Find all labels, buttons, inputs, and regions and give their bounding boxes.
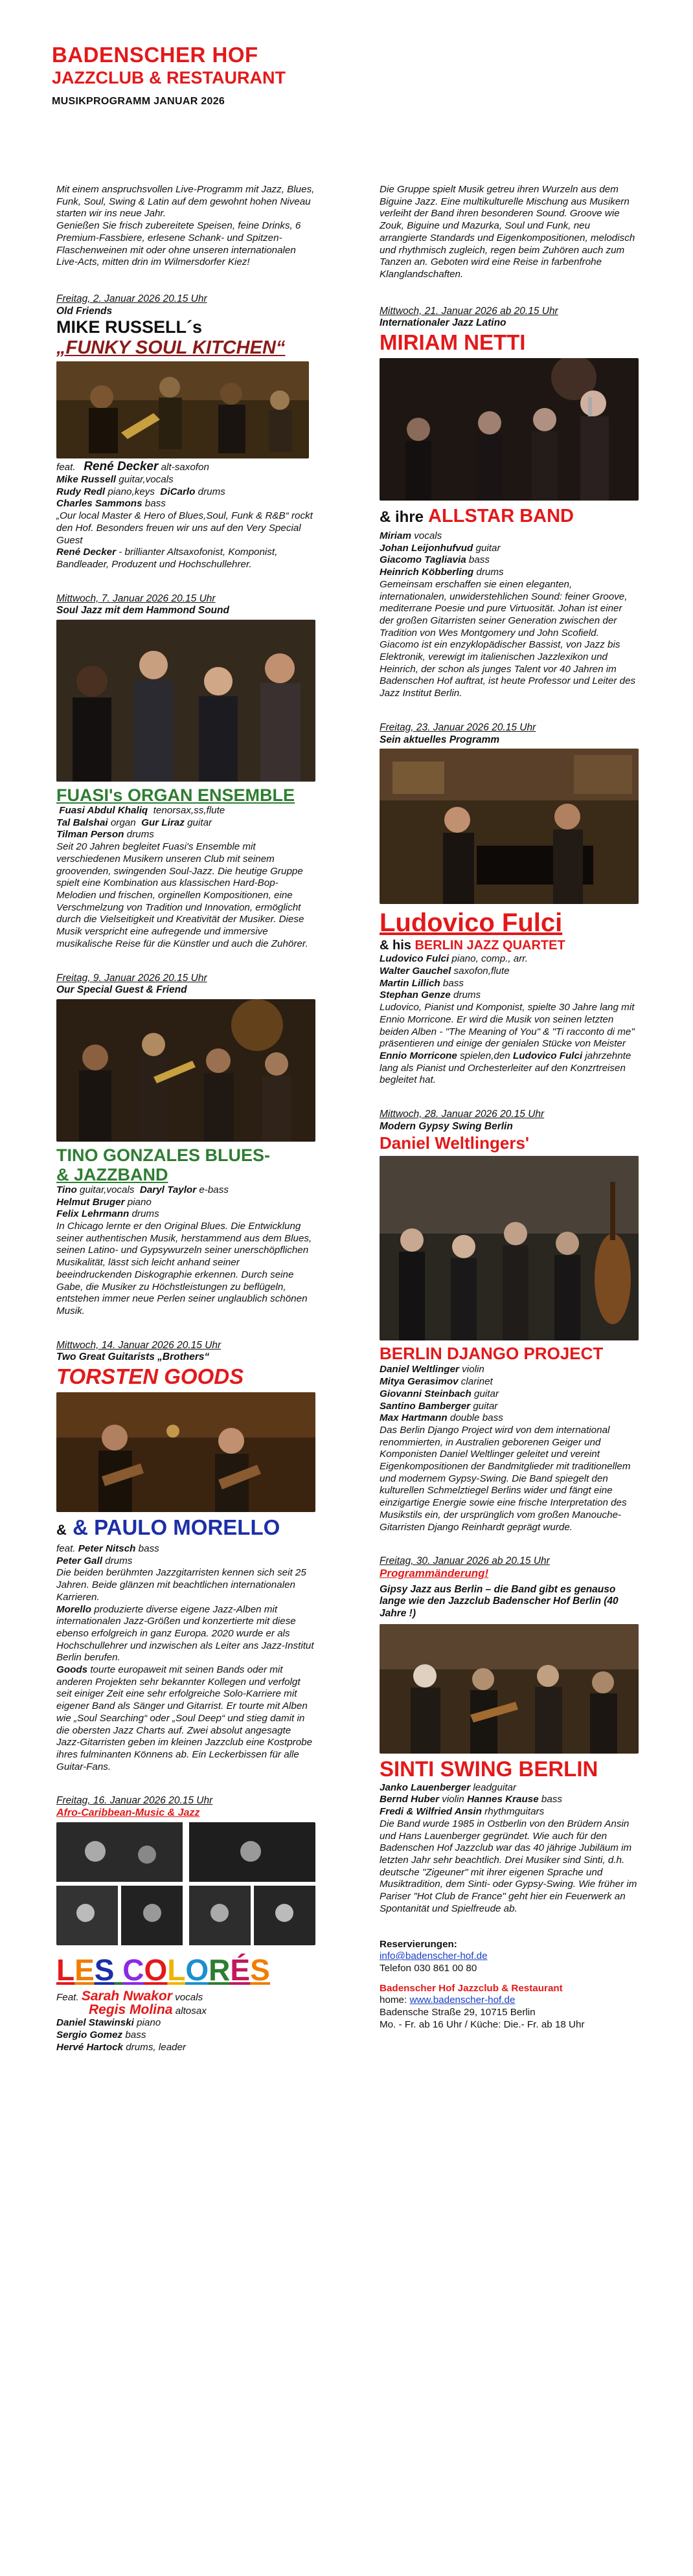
lineup: [56, 1184, 315, 1197]
email-link[interactable]: info@badenscher-hof.de: [380, 1950, 488, 1962]
address: Badensche Straße 29, 10715 Berlin: [380, 2007, 536, 2018]
musician: Morello: [56, 1603, 92, 1615]
intro-text: Mit einem anspruchsvollen Live-Programm mit Jazz, Blues, Funk, Soul, Swing & Latin auf dem gewohnt hohen Niveau starten wir ins neue Jahr.: [56, 184, 315, 220]
title-text: & PAULO MORELLO: [73, 1515, 280, 1540]
musician: Johan Leijonhufvud: [380, 542, 473, 554]
instrument: piano: [127, 1196, 152, 1208]
event-subtitle: Sein aktuelles Programm: [380, 734, 500, 745]
lineup: [56, 817, 315, 830]
event-photo: [380, 358, 639, 501]
lineup: [380, 1401, 639, 1413]
feat-label: feat.: [56, 462, 76, 473]
event-subtitle: Programmänderung!: [380, 1566, 489, 1579]
event-lead: Gipsy Jazz aus Berlin – die Band gibt es genauso lange wie den Jazzclub Badenscher Hof Berlin (40 Jahre !): [380, 1583, 619, 1620]
musician: DiCarlo: [160, 486, 196, 497]
home-label: home:: [380, 1994, 407, 2006]
instrument: tenorsax,ss,flute: [153, 805, 225, 817]
event-title: [56, 1953, 315, 1987]
musician: Janko Lauenberger: [380, 1781, 471, 1793]
instrument: piano: [137, 2017, 161, 2029]
instrument: drums: [453, 989, 481, 1001]
instrument: guitar: [474, 1388, 499, 1399]
instrument: guitar,vocals: [119, 474, 174, 486]
title-text: [56, 1953, 270, 1987]
musician: René Decker: [84, 460, 159, 474]
title-letter: E: [74, 1952, 95, 1987]
event-description: [56, 510, 315, 547]
musician: Tilman Person: [56, 829, 124, 841]
lineup: [380, 966, 639, 978]
musician: Bernd Huber: [380, 1794, 439, 1805]
title-letter: L: [167, 1952, 186, 1987]
title-letter: C: [122, 1952, 144, 1987]
lineup: [56, 1555, 315, 1568]
desc-text: tourte europaweit mit seinen Bands oder mit anderen Projekten sehr bekannter Kollegen und verfolgt seit einiger Zeit eine sehr erfolgreiche Solo-Karriere mit eigener Band als Sänger und Gitarrist. Er tourte mit Alben wie „Soul Searching“ oder „Soul Deep“ und stieg damit in die obersten Jazz Charts auf. Zwei absolut angesagte Jazz-Gitarristen geben im kleinen Jazzclub eine Kostprobe ihres fulminanten Könnens ab. Ein Leckerbissen für alle Guitar-Fans.: [56, 1664, 313, 1772]
instrument: leadguitar: [473, 1781, 517, 1793]
lineup: [380, 1806, 639, 1818]
instrument: drums: [198, 486, 225, 497]
lineup: [56, 1543, 315, 1555]
musician: Hervé Hartock: [56, 2041, 123, 2053]
musician: Felix Lehrmann: [56, 1208, 130, 1220]
instrument: piano,keys: [108, 486, 155, 497]
lineup: [56, 2017, 315, 2029]
musician: Goods: [56, 1664, 88, 1676]
event-photo-collage: [56, 1822, 315, 1945]
event-title: MIKE RUSSELL´s: [56, 317, 203, 337]
instrument: violin: [442, 1794, 464, 1805]
lineup: [380, 1412, 639, 1425]
lineup: [56, 461, 315, 474]
lineup: [380, 1782, 639, 1794]
musician: Fredi & Wilfried Ansin: [380, 1806, 482, 1818]
homepage-link[interactable]: www.badenscher-hof.de: [409, 1994, 516, 2006]
instrument: double bass: [449, 1412, 503, 1424]
instrument: guitar: [475, 542, 501, 554]
feat-label: Feat.: [56, 1991, 79, 2003]
event-description: Seit 20 Jahren begleitet Fuasi's Ensemble mit verschiedenen Musikern unseren Club mit seinem groovenden, swingenden Soul-Jazz. Die heutige Gruppe spielt eine Kombination aus klassischen Hard-Bop-Melodien und frischen, orginellen Kompositionen, eine Verschmelzung von Tradition und Innovation, ermöglicht durch die Vielseitigkeit und Kreativität der Musiker. Diese Musik verspricht eine aufregende und immersive musikalische Reise für die Künstler und auch die Zuhörer.: [56, 841, 308, 949]
musician: Santino Bamberger: [380, 1400, 471, 1412]
instrument: guitar: [187, 817, 212, 828]
contact-block: [380, 1939, 639, 2031]
event-title: Daniel Weltlingers': [380, 1133, 530, 1153]
title-prefix: & his: [380, 938, 411, 953]
event-subtitle: Internationaler Jazz Latino: [380, 317, 506, 329]
lineup: [380, 953, 639, 966]
event-title-2: [380, 938, 639, 953]
musician: Ennio Morricone: [380, 1050, 457, 1061]
event-photo: [56, 1392, 315, 1512]
musician: René Decker: [56, 547, 117, 558]
desc-text: Ludovico, Pianist und Komponist, spielte 30 Jahre lang mit Ennio Morricone. Er wird die Musik von seinen letzten beiden Alben - "The Meaning of You" & "Ti racconto di me" präsentieren und einige der genialen Stücke von Meister: [380, 1002, 635, 1050]
event-title: MIRIAM NETTI: [380, 330, 526, 355]
instrument: organ: [110, 817, 136, 828]
instrument: bass: [125, 2029, 146, 2040]
event-card: [380, 722, 639, 1087]
desc-text: - brillianter Altsaxofonist, Komponist, Bandleader, Produzent und Hochschullehrer.: [56, 547, 278, 570]
event-title: TORSTEN GOODS: [56, 1364, 244, 1389]
event-subtitle: Old Friends: [56, 305, 113, 317]
musician: Regis Molina: [89, 2002, 173, 2017]
event-card: [56, 593, 315, 951]
instrument: vocals: [414, 530, 442, 542]
musician: Mitya Gerasimov: [380, 1376, 459, 1388]
page-header: [52, 43, 389, 107]
event-photo: [56, 361, 309, 458]
title-text: ALLSTAR BAND: [428, 506, 574, 527]
club-name: Badenscher Hof Jazzclub & Restaurant: [380, 1982, 563, 1994]
musician: Ludovico Fulci: [513, 1050, 583, 1061]
lineup: [380, 554, 639, 567]
instrument: bass: [138, 1543, 159, 1555]
event-description: Die Band wurde 1985 in Ostberlin von den Brüdern Ansin und Hans Lauenberger gegründet. Wie auch für den Badenschen Hof Jazzclub war das 40 jährige Jubiläum im letzten Jahr sehr beachtlich. Drei Musiker sind Sinti, d.h. deutsche "Zigeuner" mit ihrer eigenen Sprache und Musiktradition, dem Sinti- oder Gypsy-Swing. Wie früher im Pariser "Hot Club de France" geht hier ein Feuerwerk an Spontanität und Spielfreude ab.: [380, 1818, 637, 1914]
event-date: Freitag, 9. Januar 2026 20.15 Uhr: [56, 972, 207, 984]
musician: Mike Russell: [56, 474, 117, 486]
lineup: [380, 1388, 639, 1401]
event-card: [56, 1795, 315, 2053]
title-text: BERLIN JAZZ QUARTET: [415, 938, 565, 953]
event-photo: [380, 1156, 639, 1340]
event-card: [56, 293, 315, 571]
event-title-2: & & PAULO MORELLO: [56, 1515, 280, 1540]
musician: Fuasi Abdul Khaliq: [59, 805, 148, 817]
club-title: BADENSCHER HOF: [52, 43, 258, 67]
lineup: [56, 2042, 315, 2054]
title-prefix: & ihre: [380, 508, 424, 526]
lineup: [380, 989, 639, 1002]
musician: Sarah Nwakor: [81, 1988, 172, 2004]
title-letter: O: [185, 1952, 209, 1987]
musician: Sergio Gomez: [56, 2029, 123, 2040]
instrument: piano, comp., arr.: [451, 953, 528, 965]
lineup: [56, 486, 315, 499]
title-letter: S: [94, 1952, 115, 1987]
desc-text: spielen,den: [460, 1050, 510, 1061]
instrument: alt-saxofon: [161, 462, 209, 473]
musician: Miriam: [380, 530, 411, 542]
musician: Walter Gauchel: [380, 965, 451, 977]
event-card: [56, 973, 315, 1318]
event-title: FUASI's ORGAN ENSEMBLE: [56, 785, 295, 806]
lineup: [56, 1197, 315, 1209]
event-subtitle: Modern Gypsy Swing Berlin: [380, 1120, 513, 1132]
lineup: [380, 1794, 639, 1806]
event-description-2: [56, 547, 315, 571]
event-card: [380, 1555, 639, 1915]
instrument: vocals: [175, 1991, 203, 2003]
lineup: [56, 1208, 315, 1221]
instrument: bass: [144, 498, 166, 510]
lineup: [380, 978, 639, 990]
instrument: drums: [131, 1208, 159, 1220]
lineup: [380, 530, 639, 543]
event-subtitle: Soul Jazz mit dem Hammond Sound: [56, 605, 229, 616]
lineup: [380, 1364, 639, 1376]
event-date: Mittwoch, 7. Januar 2026 20.15 Uhr: [56, 593, 216, 604]
instrument: guitar: [473, 1400, 498, 1412]
club-subtitle: JAZZCLUB & RESTAURANT: [52, 68, 286, 87]
musician: Charles Sammons: [56, 498, 142, 510]
instrument: drums, leader: [126, 2041, 187, 2053]
event-photo: [56, 620, 315, 782]
event-title-2: „FUNKY SOUL KITCHEN“: [56, 337, 286, 359]
event-date: Mittwoch, 14. Januar 2026 20.15 Uhr: [56, 1339, 222, 1351]
title-letter: [114, 1953, 122, 1987]
event-card: [56, 1340, 315, 1774]
event-date: Freitag, 16. Januar 2026 20.15 Uhr: [56, 1795, 213, 1807]
event-description: Das Berlin Django Project wird von dem international renommierten, in Australien geborenen Geiger und Komponisten Daniel Weltlinger geleitet und vereint Eigenkompositionen der Bandmitglieder mit traditionellem und modernem Gypsy-Swing. Die Band spiegelt den kulturellen Schmelztiegel Berlins wider und fängt eine einzigartige Energie sowie eine frische Interpretation des Musikstils ein, der ursprünglich vom großen Manouche-Gitarristen Django Reinhardt geprägt wurde.: [380, 1424, 631, 1533]
event-date: Mittwoch, 21. Januar 2026 ab 20.15 Uhr: [380, 305, 558, 317]
event-description-3: [56, 1664, 315, 1773]
right-column: [380, 184, 639, 2031]
desc-text: jahrzehnte lang als Pianist und Orchesterleiter auf den Konzrtreisen begleitet hat.: [380, 1050, 631, 1086]
title-letter: S: [250, 1952, 270, 1987]
instrument: altosax: [175, 2005, 207, 2017]
event-title-2: BERLIN DJANGO PROJECT: [380, 1344, 604, 1364]
event-card: [380, 306, 639, 700]
intro-text-2: Genießen Sie frisch zubereitete Speisen, feine Drinks, 6 Premium-Fassbiere, erlesene Schank- und Spitzen-Flaschenweinen mit oder ohne unseren internationalen Live-Acts, mitten drin im Wilmersdorfer Kiez!: [56, 220, 301, 268]
instrument: bass: [541, 1794, 562, 1805]
lineup: [56, 805, 315, 817]
musician: Tino: [56, 1184, 77, 1195]
musician: Max Hartmann: [380, 1412, 448, 1424]
event-title-2: & JAZZBAND: [56, 1164, 168, 1184]
opening-hours: Mo. - Fr. ab 16 Uhr / Küche: Die.- Fr. ab 18 Uhr: [380, 2018, 585, 2030]
homepage: [380, 1994, 639, 2007]
event-subtitle: Our Special Guest & Friend: [56, 984, 187, 996]
musician: Tal Balshai: [56, 817, 108, 828]
desc-text: „Our local Master & Hero of Blues,Soul, Funk & R&B“ rockt den Hof. Besonders freuen wir uns auf den Very Special Guest: [56, 510, 313, 546]
left-column: [56, 184, 315, 2053]
instrument: drums: [476, 567, 504, 578]
title-letter: R: [209, 1952, 231, 1987]
event-title: TINO GONZALES BLUES-: [56, 1145, 270, 1165]
event-photo: [56, 999, 315, 1142]
instrument: bass: [442, 977, 464, 989]
event-description: Gemeinsam erschaffen sie einen eleganten, internationalen, unwiderstehlichen Sound: feiner Groove, mediterrane Poesie und pure Virtuosität. Johan ist einer der großen Gitarristen seiner Generation zwischen der Tradition von Wes Montgomery und John Scofield. Giacomo ist ein enzyklopädischer Bassist, von Jazz bis Elektronik, verewigt im italienischen Jazzlexikon und Heinrich, der schon als junges Talent vor 40 Jahren im Badenschen Hof auftrat, ist heute Professor und Leiter des Jazz Institut Berlin.: [380, 578, 636, 699]
event-title-2: [380, 503, 639, 530]
event-description: Die beiden berühmten Jazzgitarristen kennen sich seit 25 Jahren. Beide glänzen mit beachtlichen internationalen Karrieren.: [56, 1567, 306, 1603]
instrument: guitar,vocals: [80, 1184, 135, 1195]
title-letter: O: [144, 1952, 168, 1987]
musician: Ludovico Fulci: [380, 953, 449, 965]
musician: Hannes Krause: [467, 1794, 539, 1805]
event-title: SINTI SWING BERLIN: [380, 1756, 598, 1781]
lineup: [56, 2029, 315, 2042]
musician: Daryl Taylor: [139, 1184, 197, 1195]
feat-label: feat.: [56, 1543, 76, 1555]
musician: Daniel Weltlinger: [380, 1364, 459, 1375]
musician: Stephan Genze: [380, 989, 451, 1001]
lineup: [380, 543, 639, 555]
instrument: violin: [462, 1364, 484, 1375]
musician: Peter Gall: [56, 1555, 102, 1566]
title-letter: É: [230, 1952, 251, 1987]
musician: Rudy Redl: [56, 486, 106, 497]
event-subtitle: Two Great Guitarists „Brothers“: [56, 1351, 210, 1363]
title-letter: L: [56, 1952, 75, 1987]
instrument: clarinet: [460, 1376, 493, 1388]
instrument: rhythmguitars: [484, 1806, 545, 1818]
phone: Telefon 030 861 00 80: [380, 1962, 477, 1974]
instrument: e-bass: [199, 1184, 229, 1195]
desc-text: produzierte diverse eigene Jazz-Alben mit internationalen Jazz-Größen und konzertierte mit diese ebenso erfolgreich in ganz Europa. 2020 wurde er als Hochschullehrer und inzwischen als Leiter ans Jazz-Institut Berlin berufen.: [56, 1603, 314, 1664]
musician: Heinrich Köbberling: [380, 567, 474, 578]
program-title: MUSIKPROGRAMM JANUAR 2026: [52, 96, 225, 107]
event-date: Mittwoch, 28. Januar 2026 20.15 Uhr: [380, 1109, 545, 1120]
musician: Helmut Bruger: [56, 1196, 125, 1208]
instrument: drums: [105, 1555, 133, 1566]
musician: Martin Lillich: [380, 977, 440, 989]
instrument: saxofon,flute: [453, 965, 510, 977]
event-title: Ludovico Fulci: [380, 909, 563, 938]
lineup: [56, 474, 315, 486]
musician: Giovanni Steinbach: [380, 1388, 471, 1399]
instrument: drums: [126, 829, 154, 841]
musician: Daniel Stawinski: [56, 2017, 134, 2029]
event-description: Die Gruppe spielt Musik getreu ihren Wurzeln aus dem Biguine Jazz. Eine multikulturelle Mischung aus Musikern verleiht der Band ihren besonderen Sound. Groove wie Zouk, Biguine und Mazurka, Soul und Funk, neu arrangierte Standards und Eigenkompositionen, melodisch und rhythmisch zugleich, regen beim Zuhören auch zum Tanzen an. Geboten wird eine Reise in farbenfrohe Klanglandschaften.: [380, 184, 635, 280]
event-photo: [380, 749, 639, 904]
event-photo: [380, 1624, 639, 1754]
event-subtitle: Afro-Caribbean-Music & Jazz: [56, 1807, 200, 1819]
musician: Giacomo Tagliavia: [380, 554, 466, 566]
event-date: Freitag, 23. Januar 2026 20.15 Uhr: [380, 721, 536, 733]
reservations-label: Reservierungen:: [380, 1938, 457, 1950]
lineup: [56, 498, 315, 510]
musician: Gur Liraz: [141, 817, 185, 828]
event-description: [380, 1002, 639, 1087]
event-date: Freitag, 30. Januar 2026 ab 20.15 Uhr: [380, 1555, 550, 1567]
event-description: In Chicago lernte er den Original Blues. Die Entwicklung seiner authentischen Musik, herstammend aus dem Blues, seinen Latino- und Gypsywurzeln seiner unerschöpflichen Musikalität, lässt sich leicht anhand seiner beeindruckenden Diskographie erkennen. Durch seine Gabe, die Musiker zu Höchstleistungen zu beflügeln, entstehen immer neue Perlen seiner unglaublich schönen Musik.: [56, 1221, 312, 1316]
lineup: [56, 2004, 315, 2018]
lineup: [380, 567, 639, 579]
instrument: bass: [468, 554, 490, 566]
musician: Peter Nitsch: [78, 1543, 136, 1555]
event-description-2: [56, 1604, 315, 1665]
lineup: [56, 829, 315, 841]
event-date: Freitag, 2. Januar 2026 20.15 Uhr: [56, 293, 207, 304]
lineup: [380, 1376, 639, 1388]
event-card: [380, 1109, 639, 1533]
